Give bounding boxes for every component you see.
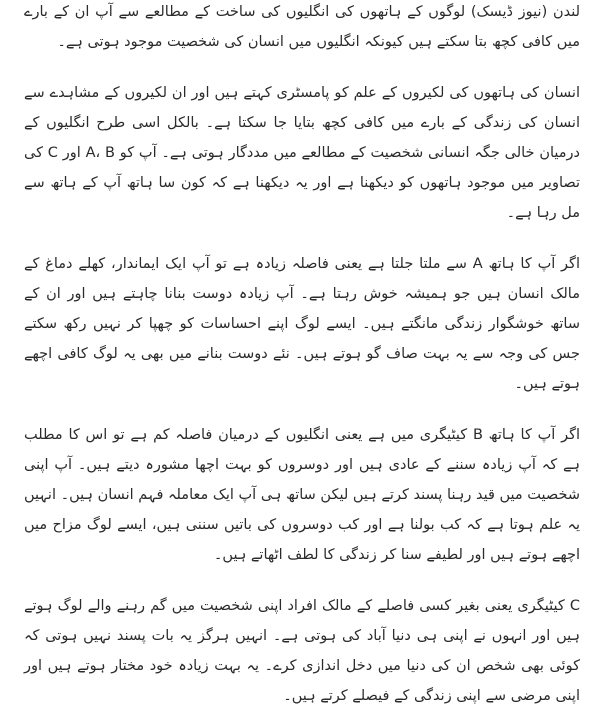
article-paragraph: اگر آپ کا ہاتھ A سے ملتا جلتا ہے یعنی فاصلہ زیادہ ہے تو آپ ایک ایماندار، کھلے دماغ کے مالک انسان ہیں جو ہمیشہ خوش رہتا ہے۔ آپ زیادہ دوست بنانا چاہتے ہیں اور ان کے ساتھ خوشگوار زندگی مانگتے ہیں۔ ایسے لوگ اپنے احساسات کو چھپا کر نہیں رکھ سکتے جس کی وجہ سے یہ بہت صاف گو ہوتے ہیں۔ نئے دوست بنانے میں بھی یہ لوگ کافی اچھے ہوتے ہیں۔ <box>24 256 580 392</box>
article-paragraph: اگر آپ کا ہاتھ B کیٹیگری میں ہے یعنی انگلیوں کے درمیان فاصلہ کم ہے تو اس کا مطلب ہے کہ آپ زیادہ سننے کے عادی ہیں اور دوسروں کو بہت اچھا مشورہ دیتے ہیں۔ آپ اپنی شخصیت میں قید رہنا پسند کرتے ہیں لیکن ساتھ ہی آپ ایک معاملہ فہم انسان ہیں۔ انہیں یہ علم ہوتا ہے کہ کب بولنا ہے اور کب دوسروں کی باتیں سننی ہیں، ایسے لوگ مزاح میں اچھے ہوتے ہیں اور لطیفے سنا کر زندگی کا لطف اٹھاتے ہیں۔ <box>24 427 580 563</box>
article-paragraph: انسان کی ہاتھوں کی لکیروں کے علم کو پامسٹری کہتے ہیں اور ان لکیروں کے مشاہدے سے انسان کی زندگی کے بارے میں کافی کچھ بتایا جا سکتا ہے۔ بالکل اسی طرح انگلیوں کے درمیان خالی جگہ انسانی شخصیت کے مطالعے میں مددگار ہوتی ہے۔ آپ کو A، B اور C کی تصاویر میں موجود ہاتھوں کو دیکھنا ہے اور یہ دیکھنا ہے کہ کون سا ہاتھ آپ کے ہاتھ سے مل رہا ہے۔ <box>24 85 580 221</box>
article-paragraph: لندن (نیوز ڈیسک) لوگوں کے ہاتھوں کی انگلیوں کی ساخت کے مطالعے سے آپ ان کے بارے میں کافی کچھ بتا سکتے ہیں کیونکہ انگلیوں میں انسان کی شخصیت موجود ہوتی ہے۔ <box>24 4 580 50</box>
article-paragraph: C کیٹیگری یعنی بغیر کسی فاصلے کے مالک افراد اپنی شخصیت میں گم رہنے والے لوگ ہوتے ہیں اور انہوں نے اپنی ہی دنیا آباد کی ہوتی ہے۔ انہیں ہرگز یہ بات پسند نہیں ہوتی کہ کوئی بھی شخص ان کی دنیا میں دخل اندازی کرے۔ یہ بہت زیادہ خود مختار ہوتے ہیں اور اپنی مرضی سے اپنی زندگی کے فیصلے کرتے ہیں۔ <box>24 598 580 704</box>
